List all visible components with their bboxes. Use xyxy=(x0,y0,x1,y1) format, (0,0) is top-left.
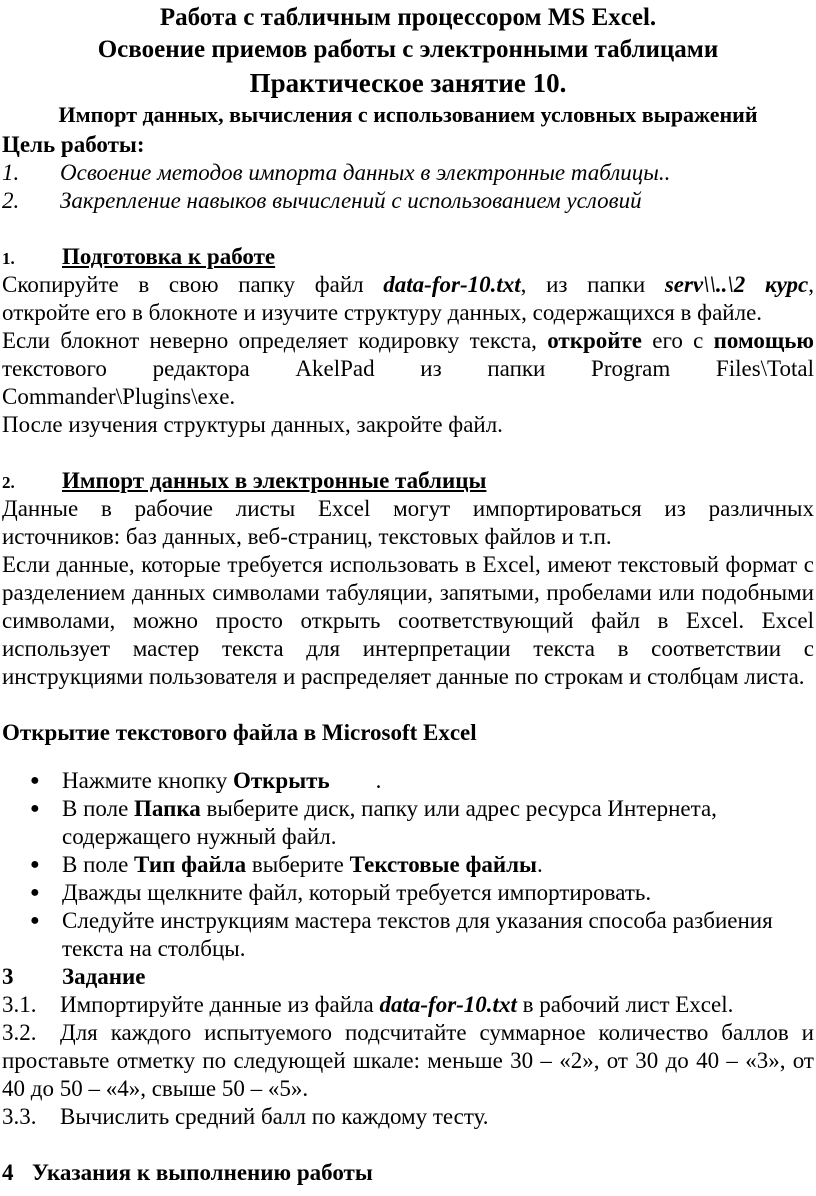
goal-item-1 xyxy=(2,159,814,187)
bullet-item-2 xyxy=(30,795,790,851)
sec1-p1-path: serv\\..\2 курс xyxy=(664,272,809,297)
task-3-3-num: 3.3. xyxy=(2,1104,37,1129)
goal-item-2-text: Закрепление навыков вычислений с использованием условий xyxy=(60,188,642,213)
task-3-2-num: 3.2. xyxy=(2,1020,37,1045)
sec1-p2-help: помощью xyxy=(713,328,814,353)
doc-lesson-title: Практическое занятие 10. xyxy=(249,68,567,98)
bullet-icon: ● xyxy=(30,912,40,929)
bullet-2-text: В поле xyxy=(62,796,135,821)
goal-item-1-text: Освоение методов импорта данных в электронные таблицы.. xyxy=(60,160,671,185)
sec2-paragraph-1-line1: Данные в рабочие листы Excel могут импортироваться из различных xyxy=(2,496,814,521)
sec1-p2-text-b: его с xyxy=(642,328,714,353)
sec1-paragraph-2-line1 xyxy=(2,327,814,355)
bullet-3-bold-2: Текстовые файлы xyxy=(349,852,537,877)
bullet-4-text: Дважды щелкните файл, который требуется импортировать. xyxy=(62,880,652,905)
section-2-number: 2. xyxy=(2,473,15,492)
bullet-icon: ● xyxy=(30,800,40,817)
section-1-number: 1. xyxy=(2,249,15,268)
doc-subtitle: Импорт данных, вычисления с использованием условных выражений xyxy=(58,102,758,127)
bullet-3-end: . xyxy=(537,852,543,877)
goal-heading: Цель работы: xyxy=(2,132,145,157)
task-3-2 xyxy=(2,1019,814,1103)
task-3-1-text-b: в рабочий лист Excel. xyxy=(516,992,734,1017)
bullet-3-bold-1: Тип файла xyxy=(134,852,247,877)
sec2-subtitle: Открытие текстового файла в Microsoft Excel xyxy=(2,720,477,745)
sec1-paragraph-1-line2: откройте его в блокноте и изучите структуру данных, содержащихся в файле. xyxy=(2,300,763,325)
sec1-paragraph-1-line1 xyxy=(2,271,814,299)
task-3-2-text: Для каждого испытуемого подсчитайте суммарное количество баллов и проставьте отметку по следующей шкале: меньше 30 – «2», от 30 до 40 – «3», от 40 до 50 – «4», свыше 50 – «5». xyxy=(2,1020,814,1101)
sec1-p1-text-c: , xyxy=(808,272,814,297)
bullet-icon: ● xyxy=(30,772,40,789)
bullet-5-text: Следуйте инструкциям мастера текстов для указания способа разбиения текста на столбцы. xyxy=(62,908,773,961)
sec1-paragraph-2-line2: текстового редактора AkelPad из папки Program Files\Total xyxy=(2,356,814,381)
section-4-heading xyxy=(2,1159,373,1187)
sec1-p2-open: откройте xyxy=(547,328,643,353)
sec1-p1-text-b: , из папки xyxy=(520,272,665,297)
sec1-paragraph-2-line3: Commander\Plugins\exe. xyxy=(2,384,236,409)
task-3-1-filename: data-for-10.txt xyxy=(379,992,517,1017)
section-3-title: Задание xyxy=(62,964,146,989)
task-3-1-text-a: Импортируйте данные из файла xyxy=(60,992,380,1017)
bullet-icon: ● xyxy=(30,856,40,873)
section-4-title: Указания к выполнению работы xyxy=(32,1160,373,1185)
task-3-3 xyxy=(2,1103,814,1131)
goal-item-2 xyxy=(2,187,814,215)
sec1-p1-filename: data-for-10.txt xyxy=(383,272,521,297)
bullet-item-3 xyxy=(30,851,790,879)
sec1-paragraph-3: После изучения структуры данных, закройте файл. xyxy=(2,412,503,437)
section-2-title: Импорт данных в электронные таблицы xyxy=(62,468,487,493)
section-3-number: 3 xyxy=(2,964,14,989)
task-3-1 xyxy=(2,991,814,1019)
section-1-title: Подготовка к работе xyxy=(62,244,276,269)
sec2-paragraph-2: Если данные, которые требуется использовать в Excel, имеют текстовый формат с разделением данных символами табуляции, запятыми, пробелами или подобными символами, можно просто открыть соответствующий файл в Excel. Excel использует мастер текста для интерпретации текста в соответствии с инструкциями пользователя и распределяет данные по строкам и столбцам листа. xyxy=(2,552,814,689)
bullet-item-4 xyxy=(30,879,790,907)
bullet-item-1 xyxy=(30,767,790,795)
bullet-3-text: В поле xyxy=(62,852,135,877)
bullet-1-text: Нажмите кнопку xyxy=(62,768,233,793)
section-1-heading xyxy=(2,243,275,273)
goal-item-1-num: 1. xyxy=(2,160,20,185)
section-3-heading xyxy=(2,963,146,991)
doc-title-line2: Освоение приемов работы с электронными таблицами xyxy=(97,36,719,63)
bullet-1-bold: Открыть xyxy=(232,768,330,793)
sec2-paragraph-1-line2: источников: баз данных, веб-страниц, текстовых файлов и т.п. xyxy=(2,524,612,549)
doc-title-line1: Работа с табличным процессором MS Excel. xyxy=(159,4,657,31)
bullet-2-bold: Папка xyxy=(134,796,201,821)
task-3-3-text: Вычислить средний балл по каждому тесту. xyxy=(60,1104,489,1129)
task-3-1-num: 3.1. xyxy=(2,992,37,1017)
bullet-1-end: . xyxy=(329,768,382,793)
sec1-p1-text-a: Скопируйте в свою папку файл xyxy=(2,272,384,297)
bullet-icon: ● xyxy=(30,884,40,901)
bullet-item-5 xyxy=(30,907,790,963)
sec1-p2-text-a: Если блокнот неверно определяет кодировку текста, xyxy=(2,328,548,353)
bullet-3-mid: выберите xyxy=(246,852,350,877)
bullet-2-rest: выберите диск, папку или адрес ресурса Интернета, содержащего нужный файл. xyxy=(62,796,717,849)
goal-item-2-num: 2. xyxy=(2,188,20,213)
section-4-number: 4 xyxy=(2,1160,14,1185)
section-2-heading xyxy=(2,467,486,497)
